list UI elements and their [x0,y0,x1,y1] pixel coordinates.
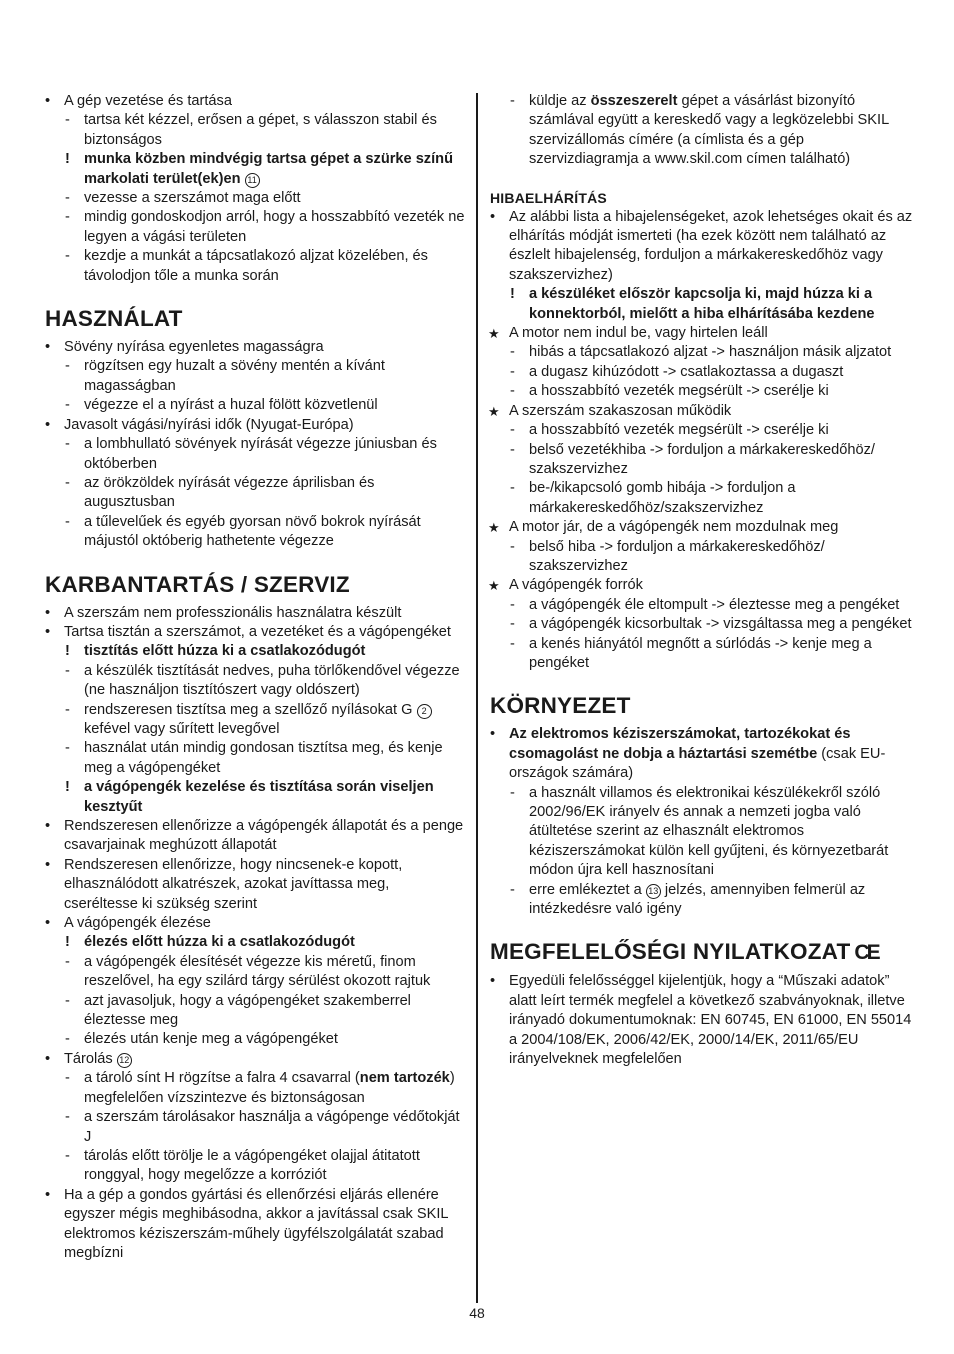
bullet-marker: - [65,1109,70,1126]
list-item [45,992,465,1031]
list-item [45,247,465,286]
bullet-marker: - [65,662,70,679]
item-text: kezdje a munkát a tápcsatlakozó aljzat közelében, és távolodjon tőle a munka során [84,248,428,284]
item-text: a kenés hiányától megnőtt a súrlódás -> kenje meg a pengéket [529,635,872,671]
item-text-cont: kefével vagy sűrített levegővel [84,720,280,737]
figure-ref-icon: 13 [646,884,661,899]
list-item-text [84,662,465,701]
environment-list [490,725,915,919]
list-item [45,662,465,701]
bullet-marker: - [65,1147,70,1164]
item-text: A motor nem indul be, vagy hirtelen leáll [509,325,768,342]
list-item-text [509,576,915,595]
list-item-text [84,1108,465,1147]
bullet-marker: • [45,818,51,834]
list-item-text [84,778,465,817]
bullet-marker: • [45,856,51,873]
list-item [490,596,915,615]
bullet-marker: - [510,635,515,652]
bullet-marker: • [45,416,51,433]
item-text: tárolás előtt törölje le a vágópengéket olajjal átitatott ronggyal, hogy megelőzze a korróziót [84,1147,420,1184]
item-text: a készüléket először kapcsolja ki, majd húzza ki a konnektorból, mielőtt a hiba elhárításába kezdene [529,286,875,322]
list-item-text [509,518,915,537]
item-text: a lombhullató sövények nyírását végezze júniusban és októberben [84,436,437,472]
star-bullet-icon: ★ [488,578,500,594]
warning-marker: ! [65,779,70,796]
list-item [45,1069,465,1108]
item-text: Az alábbi lista a hibajelenségeket, azok lehetséges okait és az elhárítás módját ismerteti (ha ezek között nem található az észlelt hibajelenség, forduljon a márkakereskedőhöz vagy szakszervizhez) [509,208,913,283]
list-item-text [529,635,915,674]
bullet-marker: - [65,190,70,207]
warning-marker: ! [510,286,515,303]
list-item [45,642,465,661]
item-text: Egyedüli felelősséggel kijelentjük, hogy a “Műszaki adatok” alatt leírt termék megfelel a következő szabványoknak, illetve irányadó dokumentumoknak: EN 60745, EN 61000, EN 55014 a 2004/108/EK, 2006/42/EK, 2000/14/EK, 2011/65/EU irányelveknek megfelelően [509,973,912,1068]
bullet-marker: - [65,209,70,226]
section-title-usage: HASZNÁLAT [45,306,183,332]
bullet-marker: - [65,436,70,453]
list-item-text [84,474,465,513]
item-text: a hosszabbító vezeték megsérült -> cserélje ki [529,422,829,439]
list-item-text [529,538,915,577]
list-item [490,518,915,537]
list-item [45,933,465,952]
bullet-marker: - [65,513,70,530]
list-item-text [84,1069,465,1108]
list-item [490,343,915,362]
bullet-marker: - [65,953,70,970]
list-item [45,739,465,778]
list-item [490,208,915,286]
item-text-cont: gépet a vásárlást bizonyító számlával együtt a kereskedő vagy a legközelebbi SKIL szervizállomás címére (a címlista és a gép szervizdiagramja a www.skil.com címen található) [529,93,889,168]
column-divider [476,93,478,1303]
item-text: erre emlékeztet a [529,881,642,898]
item-text: a tároló sínt H rögzítse a falra 4 csavarral ( [84,1070,360,1087]
section-title-troubleshooting: HIBAELHÁRÍTÁS [490,189,607,206]
list-item-text [529,382,915,401]
list-item [45,208,465,247]
list-item [45,914,465,933]
item-text: Rendszeresen ellenőrizze, hogy nincsenek-e kopott, elhasználódott alkatrészek, azokat javíttassa meg, cseréltesse ki szükség szerint [64,856,403,912]
list-item-text [509,725,915,783]
item-text: Rendszeresen ellenőrizze a vágópengék állapotát és a penge csavarjainak meghúzott állapotát [64,818,464,854]
figure-ref-icon: 2 [417,704,432,719]
item-text: mindig gondoskodjon arról, hogy a hosszabbító vezeték ne legyen a vágási területen [84,209,465,245]
guidance-list [45,92,465,286]
warning-marker: ! [65,643,70,660]
list-item-text [64,92,465,111]
list-item [45,513,465,552]
list-item-text [509,972,915,1069]
list-item-text [529,421,915,440]
item-text: munka közben mindvégig tartsa gépet a szürke színű markolati terület(ek)en [84,151,453,187]
list-item-text [84,953,465,992]
list-item [45,604,465,623]
list-item-text [529,881,915,920]
item-text-cont: (csak EU-országok számára) [509,745,886,782]
item-text: Javasolt vágási/nyírási idők (Nyugat-Európa) [64,416,354,433]
bullet-marker: - [65,740,70,757]
list-item [490,421,915,440]
list-item-text [84,513,465,552]
list-item [490,881,915,920]
list-item-text [84,189,465,208]
item-text: a hosszabbító vezeték megsérült -> cserélje ki [529,383,829,400]
ce-mark-icon: CE [854,941,878,965]
list-item-text [84,247,465,286]
list-item-text [509,402,915,421]
list-item [45,1030,465,1049]
list-item-text [84,396,465,415]
item-bold-text: Az elektromos kéziszerszámokat, tartozékokat és csomagolást ne dobja a háztartási szemétbe [509,726,851,762]
list-item-text [64,914,465,933]
item-text: vezesse a szerszámot maga előtt [84,190,301,207]
item-text: A motor jár, de a vágópengék nem mozdulnak meg [509,519,839,536]
list-item-text [84,111,465,150]
list-item [490,725,915,783]
list-item [45,189,465,208]
list-item [490,635,915,674]
list-item [45,778,465,817]
item-text: a vágópengék élesítését végezze kis méretű, finom reszelővel, ha egy szilárd tárgy sérülést okozott rajtuk [84,953,431,990]
list-item [45,701,465,740]
list-item-text [529,596,915,615]
item-text: tisztítás előtt húzza ki a csatlakozódugót [84,643,366,660]
bullet-marker: - [65,112,70,129]
item-text: belső hiba -> forduljon a márkakereskedőhöz/ szakszervizhez [529,538,825,574]
item-text: tartsa két kézzel, erősen a gépet, s válasszon stabil és biztonságos [84,112,437,148]
list-item-text [84,357,465,396]
list-item [45,953,465,992]
item-text: a vágópengék éle eltompult -> éleztesse meg a pengéket [529,596,900,613]
bullet-marker: - [510,441,515,458]
item-text: A vágópengék forrók [509,577,643,594]
item-text: Tárolás [64,1050,113,1067]
item-text: a használt villamos és elektronikai készülékekről szóló 2002/96/EK irányelv és annak a nemzeti jogba való átültetése szerint az elhasznált elektromos kéziszerszámokat külön kell gyűjteni, és környezetbarát módon újra kell hasznosítani [529,784,889,879]
list-item-text [84,1030,465,1049]
list-item-text [509,324,915,343]
item-text: A szerszám szakaszosan működik [509,402,732,419]
list-item [45,623,465,642]
star-bullet-icon: ★ [488,520,500,536]
troubleshooting-list [490,208,915,674]
list-item [45,817,465,856]
figure-ref-icon: 11 [245,173,260,188]
bullet-marker: • [490,726,496,743]
list-item [45,92,465,111]
item-text: Ha a gép a gondos gyártási és ellenőrzési eljárás ellenére egyszer mégis meghibásodna, akkor a javítással csak SKIL elektromos kéziszerszám-műhely ügyfélszolgálatát szabad megbízni [64,1186,448,1261]
star-bullet-icon: ★ [488,403,500,419]
list-item-text [529,343,915,362]
list-item-text [529,615,915,634]
bullet-marker: - [65,1031,70,1048]
list-item [45,111,465,150]
list-item [45,338,465,357]
page-number: 48 [469,1305,485,1321]
item-text: A vágópengék élezése [64,915,211,932]
list-item-text [64,817,465,856]
list-item-text [84,208,465,247]
list-item-text [529,479,915,518]
list-item-text [529,441,915,480]
left-column [45,92,465,1263]
item-text: élezés előtt húzza ki a csatlakozódugót [84,934,355,951]
list-item-text [529,285,915,324]
list-item [490,363,915,382]
section-title-conformity [490,939,915,966]
item-text: az örökzöldek nyírását végezze áprilisban és augusztusban [84,474,375,511]
bullet-marker: • [45,915,51,932]
list-item-text [509,208,915,286]
section-title-maintenance: KARBANTARTÁS / SZERVIZ [45,571,350,597]
bullet-marker: • [45,623,51,640]
item-text: végezze el a nyírást a huzal fölött közvetlenül [84,397,378,414]
bullet-marker: - [65,358,70,375]
bullet-marker: • [45,604,51,621]
list-item [490,972,915,1069]
list-item [45,150,465,189]
list-item-text [64,338,465,357]
bullet-marker: - [510,784,515,801]
list-item-text [64,623,465,642]
list-item [45,1147,465,1186]
list-item-text [84,642,465,661]
item-text: használat után mindig gondosan tisztítsa meg, és kenje meg a vágópengéket [84,740,443,776]
list-item [45,1108,465,1147]
item-text-cont: ) megfelelően vízszintezve és biztonságosan [84,1070,455,1106]
list-item-text [84,739,465,778]
right-column [490,92,915,1069]
list-item [490,285,915,324]
item-text: A szerszám nem professzionális használatra készült [64,604,402,621]
usage-list [45,338,465,551]
item-text: Tartsa tisztán a szerszámot, a vezetéket és a vágópengéket [64,623,451,640]
conformity-list [490,972,915,1069]
list-item-text [84,1147,465,1186]
bullet-marker: - [510,616,515,633]
list-item-text [84,992,465,1031]
maintenance-list [45,604,465,1264]
item-text: A gép vezetése és tartása [64,93,232,109]
list-item [490,92,915,170]
list-item-text [64,1050,465,1069]
list-item-text [84,435,465,474]
bullet-marker: • [490,208,496,225]
bullet-marker: - [510,422,515,439]
bullet-marker: - [510,383,515,400]
list-item [490,402,915,421]
bullet-marker: • [490,973,496,990]
warning-marker: ! [65,934,70,951]
item-text: a vágópengék kicsorbultak -> vizsgáltassa meg a pengéket [529,616,912,633]
item-text: hibás a tápcsatlakozó aljzat -> használjon másik aljzatot [529,344,892,361]
bullet-marker: - [510,363,515,380]
list-item [45,856,465,914]
item-text: a készülék tisztítását nedves, puha törlőkendővel végezze (ne használjon tisztítószert vagy oldószert) [84,662,460,699]
list-item [45,357,465,396]
bullet-marker: - [510,93,515,109]
service-list [490,92,915,170]
list-item [45,416,465,435]
bullet-marker: - [510,538,515,555]
list-item-text [64,1186,465,1264]
bullet-marker: - [510,881,515,898]
item-text: küldje az [529,93,591,109]
bullet-marker: • [45,93,51,109]
bullet-marker: - [510,596,515,613]
item-text: élezés után kenje meg a vágópengéket [84,1031,338,1048]
bullet-marker: - [65,397,70,414]
item-text: be-/kikapcsoló gomb hibája -> forduljon a márkakereskedőhöz/szakszervizhez [529,480,796,516]
bullet-marker: - [65,992,70,1009]
list-item-text [64,604,465,623]
bullet-marker: - [65,248,70,265]
bullet-marker: - [65,1070,70,1087]
bullet-marker: - [510,480,515,497]
list-item [490,615,915,634]
bullet-marker: • [45,339,51,356]
item-text: Sövény nyírása egyenletes magasságra [64,339,324,356]
bullet-marker: - [510,344,515,361]
list-item [490,479,915,518]
figure-ref-icon: 12 [117,1053,132,1068]
list-item-text [84,701,465,740]
list-item [490,576,915,595]
list-item [45,435,465,474]
item-text: a szerszám tárolásakor használja a vágópenge védőtokját J [84,1109,460,1145]
item-bold-text: nem tartozék [359,1070,450,1087]
list-item [490,784,915,881]
list-item [490,441,915,480]
list-item-text [84,933,465,952]
item-text-cont: jelzés, amennyiben felmerül az intézkedésre való igény [529,881,866,918]
list-item-text [529,92,915,170]
list-item-text [529,784,915,881]
list-item-text [529,363,915,382]
bullet-marker: - [65,701,70,718]
list-item [490,324,915,343]
list-item [45,396,465,415]
bullet-marker: • [45,1186,51,1203]
list-item-text [64,416,465,435]
list-item [45,1050,465,1069]
list-item [45,1186,465,1264]
section-title-environment: KÖRNYEZET [490,693,631,719]
warning-marker: ! [65,151,70,168]
item-text: rögzítsen egy huzalt a sövény mentén a kívánt magasságban [84,358,385,394]
list-item-text [64,856,465,914]
item-text: a vágópengék kezelése és tisztítása során viseljen kesztyűt [84,779,434,815]
bullet-marker: - [65,474,70,491]
item-text: rendszeresen tisztítsa meg a szellőző nyílásokat G [84,701,413,718]
conformity-title-text: MEGFELELŐSÉGI NYILATKOZAT [490,939,851,965]
item-bold-text: összeszerelt [590,93,678,109]
list-item [45,474,465,513]
item-text: a dugasz kihúzódott -> csatlakoztassa a dugaszt [529,363,844,380]
item-text: belső vezetékhiba -> forduljon a márkakereskedőhöz/ szakszervizhez [529,441,875,477]
item-text: azt javasoljuk, hogy a vágópengéket szakemberrel éleztesse meg [84,992,411,1029]
star-bullet-icon: ★ [488,326,500,342]
item-text: a tűlevelűek és egyéb gyorsan növő bokrok nyírását májustól októberig hathetente végezze [84,513,421,550]
list-item-text [84,150,465,189]
bullet-marker: • [45,1050,51,1067]
list-item [490,382,915,401]
list-item [490,538,915,577]
